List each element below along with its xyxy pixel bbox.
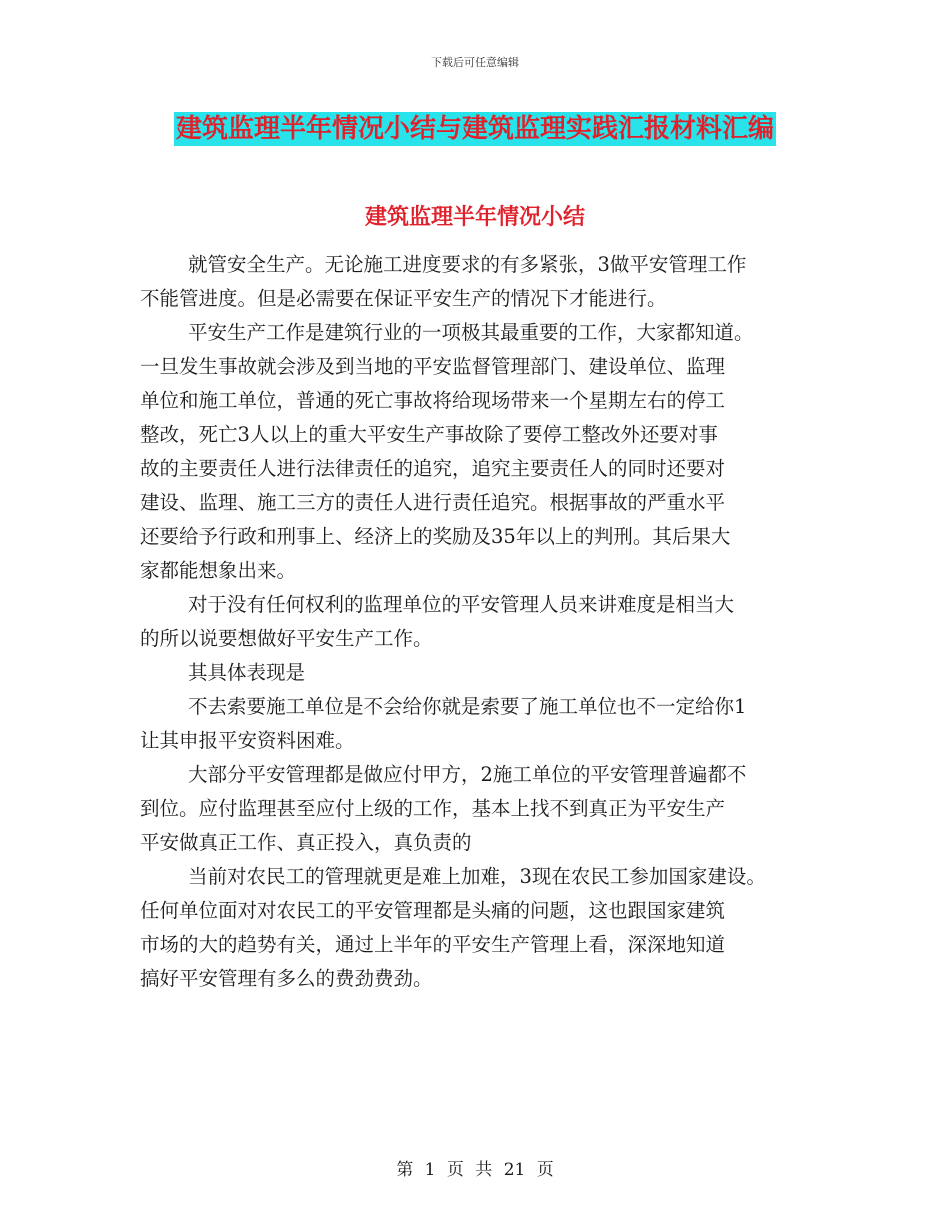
text-line: 单位和施工单位，普通的死亡事故将给现场带来一个星期左右的停工	[140, 389, 726, 412]
text-line: 家都能想象出来。	[140, 559, 297, 582]
header-note: 下载后可任意编辑	[431, 56, 519, 69]
main-title-wrap	[0, 112, 950, 146]
text-line: 不去索要施工单位是不会给你就是索要了施工单位也不一定给你1	[188, 695, 747, 718]
text-line: 故的主要责任人进行法律责任的追究，追究主要责任人的同时还要对	[140, 457, 726, 480]
main-title: 建筑监理半年情况小结与建筑监理实践汇报材料汇编	[175, 114, 774, 144]
page-footer: 第 1 页 共 21 页	[396, 1160, 554, 1180]
text-line: 大部分平安管理都是做应付甲方，2施工单位的平安管理普遍都不	[188, 763, 747, 786]
text-line: 其具体表现是	[188, 661, 306, 684]
text-line: 平安生产工作是建筑行业的一项极其最重要的工作，大家都知道。	[188, 321, 754, 344]
text-line: 还要给予行政和刑事上、经济上的奖励及35年以上的判刑。其后果大	[140, 525, 731, 548]
text-line: 就管安全生产。无论施工进度要求的有多紧张，3做平安管理工作	[188, 253, 747, 276]
text-line: 整改，死亡3人以上的重大平安生产事故除了要停工整改外还要对事	[140, 423, 718, 446]
text-line: 搞好平安管理有多么的费劲费劲。	[140, 967, 433, 990]
text-line: 当前对农民工的管理就更是难上加难，3现在农民工参加国家建设。	[188, 865, 766, 888]
text-line: 到位。应付监理甚至应付上级的工作，基本上找不到真正为平安生产	[140, 797, 726, 820]
text-line: 的所以说要想做好平安生产工作。	[140, 627, 433, 650]
text-line: 一旦发生事故就会涉及到当地的平安监督管理部门、建设单位、监理	[140, 355, 726, 378]
text-line: 对于没有任何权利的监理单位的平安管理人员来讲难度是相当大	[188, 593, 735, 616]
text-line: 任何单位面对对农民工的平安管理都是头痛的问题，这也跟国家建筑	[140, 899, 726, 922]
section-title: 建筑监理半年情况小结	[364, 204, 585, 230]
text-line: 不能管进度。但是必需要在保证平安生产的情况下才能进行。	[140, 287, 667, 310]
text-line: 市场的大的趋势有关，通过上半年的平安生产管理上看，深深地知道	[140, 933, 726, 956]
text-line: 平安做真正工作、真正投入，真负责的	[140, 831, 472, 854]
text-line: 让其申报平安资料困难。	[140, 729, 355, 752]
body-text	[140, 248, 830, 996]
text-line: 建设、监理、施工三方的责任人进行责任追究。根据事故的严重水平	[140, 491, 726, 514]
